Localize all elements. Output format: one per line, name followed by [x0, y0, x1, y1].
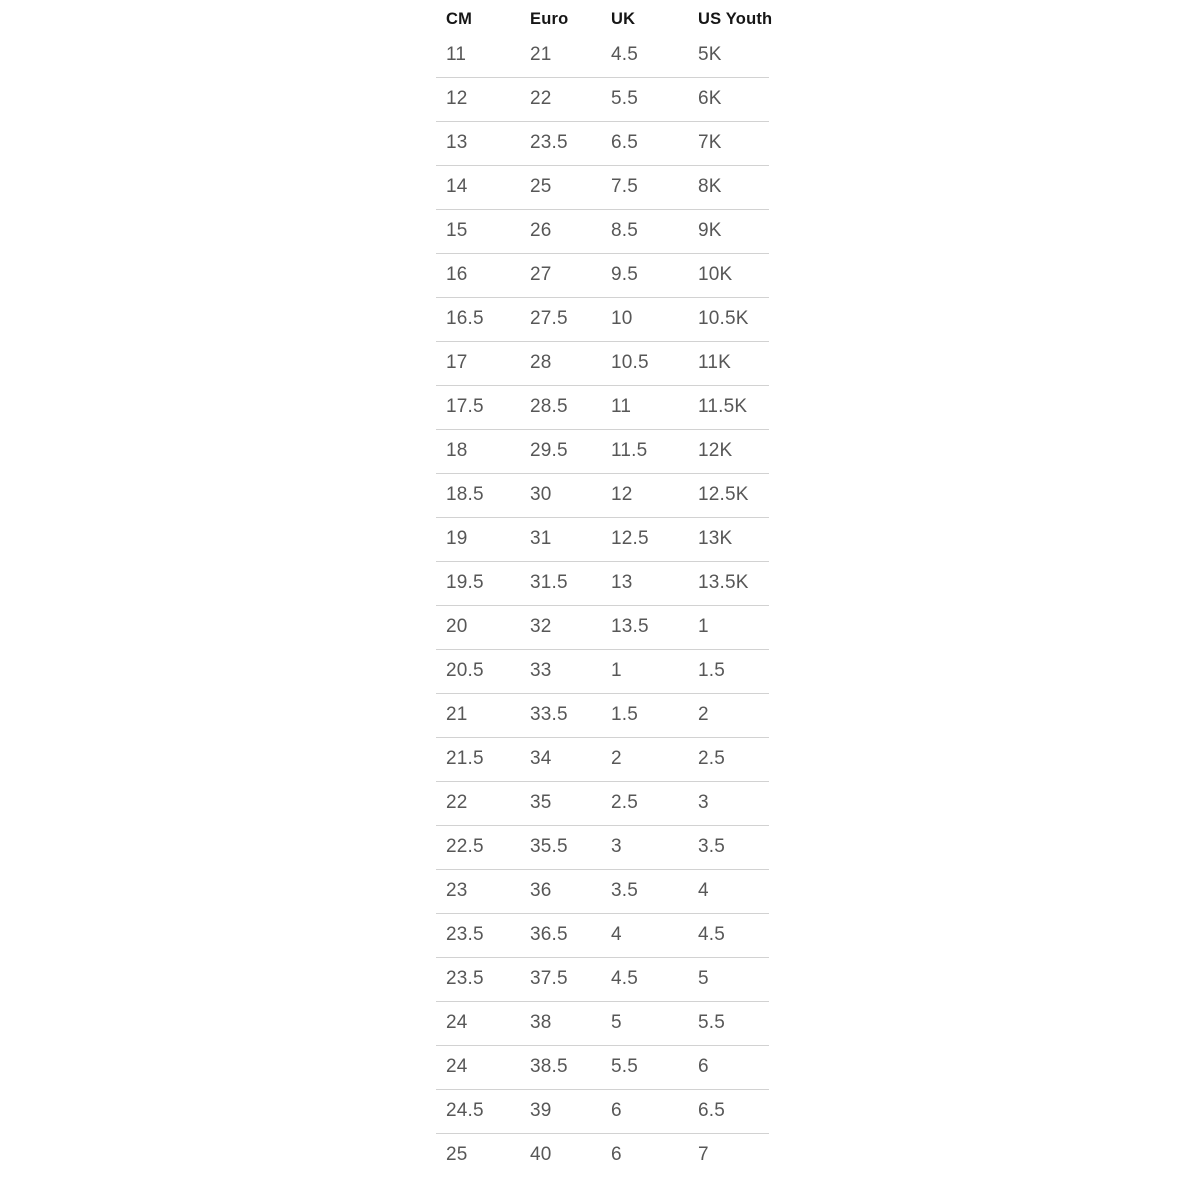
table-row [436, 1045, 769, 1089]
table-cell: 13K [698, 528, 733, 549]
table-cell: 1 [611, 660, 622, 681]
table-cell: 38 [530, 1012, 552, 1033]
table-cell: 23 [446, 880, 468, 901]
table-row [436, 649, 769, 693]
table-row [436, 561, 769, 605]
table-cell: 25 [530, 176, 552, 197]
table-cell: 4 [698, 880, 709, 901]
table-cell: 13 [611, 572, 633, 593]
table-row [436, 77, 769, 121]
table-cell: 18.5 [446, 484, 484, 505]
table-cell: 13.5K [698, 572, 749, 593]
table-cell: 5.5 [611, 88, 639, 109]
table-row [436, 429, 769, 473]
table-cell: 33 [530, 660, 552, 681]
table-cell: 27.5 [530, 308, 568, 329]
table-cell: 16 [446, 264, 468, 285]
table-header [436, 0, 773, 33]
table-cell: 23.5 [446, 924, 484, 945]
table-row [436, 957, 769, 1001]
table-cell: 15 [446, 220, 468, 241]
table-cell: 23.5 [530, 132, 568, 153]
table-cell: 17.5 [446, 396, 484, 417]
table-cell: 36.5 [530, 924, 568, 945]
table-cell: 2 [611, 748, 622, 769]
table-cell: 27 [530, 264, 552, 285]
table-cell: 5 [698, 968, 709, 989]
table-cell: 14 [446, 176, 468, 197]
table-cell: 4 [611, 924, 622, 945]
table-cell: 12.5 [611, 528, 649, 549]
table-cell: 10.5K [698, 308, 749, 329]
table-row [436, 121, 769, 165]
table-row [436, 209, 769, 253]
table-cell: 13.5 [611, 616, 649, 637]
table-cell: 11 [446, 43, 467, 65]
table-cell: 40 [530, 1144, 552, 1166]
table-row [436, 385, 769, 429]
table-cell: 5.5 [611, 1056, 639, 1077]
table-cell: 19 [446, 528, 468, 549]
table-cell: 37.5 [530, 968, 568, 989]
table-cell: 9.5 [611, 264, 639, 285]
table-cell: 6 [611, 1144, 622, 1166]
table-row [436, 781, 769, 825]
table-cell: 26 [530, 220, 552, 241]
table-cell: 8K [698, 176, 722, 197]
table-cell: 33.5 [530, 704, 568, 725]
table-cell: 1.5 [611, 704, 639, 725]
table-row [436, 1001, 769, 1045]
table-cell: 10 [611, 308, 633, 329]
table-body [436, 33, 769, 1177]
table-cell: 2 [698, 704, 709, 725]
table-cell: 10K [698, 264, 733, 285]
table-cell: 34 [530, 748, 552, 769]
table-cell: 12 [611, 484, 633, 505]
table-cell: 13 [446, 132, 468, 153]
table-row [436, 1089, 769, 1133]
table-row [436, 517, 769, 561]
table-cell: 1 [698, 616, 709, 637]
table-cell: 3 [698, 792, 709, 813]
table-cell: 19.5 [446, 572, 484, 593]
table-cell: 3.5 [698, 836, 726, 857]
column-header-uk: UK [611, 10, 636, 28]
table-cell: 23.5 [446, 968, 484, 989]
table-cell: 9K [698, 220, 722, 241]
table-cell: 29.5 [530, 440, 568, 461]
table-cell: 12.5K [698, 484, 749, 505]
table-cell: 2.5 [698, 748, 726, 769]
table-cell: 39 [530, 1100, 552, 1121]
table-cell: 32 [530, 616, 552, 637]
table-cell: 4.5 [698, 924, 726, 945]
table-row [436, 33, 769, 77]
table-cell: 4.5 [611, 43, 639, 65]
table-cell: 6 [698, 1056, 709, 1077]
table-cell: 11K [698, 352, 731, 373]
header-row [436, 0, 769, 33]
table-cell: 8.5 [611, 220, 639, 241]
table-cell: 6 [611, 1100, 622, 1121]
table-row [436, 913, 769, 957]
table-cell: 12 [446, 88, 468, 109]
table-row [436, 825, 769, 869]
table-cell: 24 [446, 1056, 468, 1077]
table-cell: 6.5 [611, 132, 639, 153]
table-cell: 2.5 [611, 792, 639, 813]
table-row [436, 737, 769, 781]
table-cell: 1.5 [698, 660, 726, 681]
table-row [436, 1133, 769, 1177]
table-row [436, 253, 769, 297]
table-cell: 11.5 [611, 440, 648, 461]
table-cell: 36 [530, 880, 552, 901]
table-cell: 10.5 [611, 352, 649, 373]
table-cell: 6.5 [698, 1100, 726, 1121]
table-cell: 5K [698, 43, 722, 65]
table-cell: 21 [446, 704, 468, 725]
table-cell: 22 [530, 88, 552, 109]
table-cell: 24 [446, 1012, 468, 1033]
table-row [436, 869, 769, 913]
column-header-cm: CM [446, 10, 473, 28]
table-cell: 7 [698, 1144, 709, 1166]
table-cell: 4.5 [611, 968, 639, 989]
table-cell: 21.5 [446, 748, 484, 769]
table-cell: 5 [611, 1012, 622, 1033]
table-cell: 3.5 [611, 880, 639, 901]
size-conversion-table [436, 0, 773, 1177]
table-cell: 21 [530, 43, 552, 65]
table-cell: 17 [446, 352, 468, 373]
table-row [436, 693, 769, 737]
table-cell: 35 [530, 792, 552, 813]
table-cell: 6K [698, 88, 722, 109]
table-cell: 38.5 [530, 1056, 568, 1077]
table-cell: 24.5 [446, 1100, 484, 1121]
table-cell: 11.5K [698, 396, 748, 417]
table-cell: 30 [530, 484, 552, 505]
table-cell: 28.5 [530, 396, 568, 417]
table-row [436, 165, 769, 209]
table-row [436, 297, 769, 341]
table-row [436, 341, 769, 385]
table-cell: 22 [446, 792, 468, 813]
column-header-euro: Euro [530, 10, 569, 28]
table-cell: 20 [446, 616, 468, 637]
table-cell: 20.5 [446, 660, 484, 681]
table-cell: 5.5 [698, 1012, 726, 1033]
table-cell: 31 [530, 528, 552, 549]
table-cell: 16.5 [446, 308, 484, 329]
table-cell: 31.5 [530, 572, 568, 593]
table-cell: 28 [530, 352, 552, 373]
table-row [436, 473, 769, 517]
table-cell: 7K [698, 132, 722, 153]
table-cell: 22.5 [446, 836, 484, 857]
table-cell: 35.5 [530, 836, 568, 857]
table-cell: 12K [698, 440, 733, 461]
table-cell: 18 [446, 440, 468, 461]
table-cell: 7.5 [611, 176, 639, 197]
table-cell: 25 [446, 1144, 468, 1166]
table-cell: 11 [611, 396, 632, 417]
column-header-us-youth: US Youth [698, 10, 773, 28]
table-cell: 3 [611, 836, 622, 857]
table-row [436, 605, 769, 649]
